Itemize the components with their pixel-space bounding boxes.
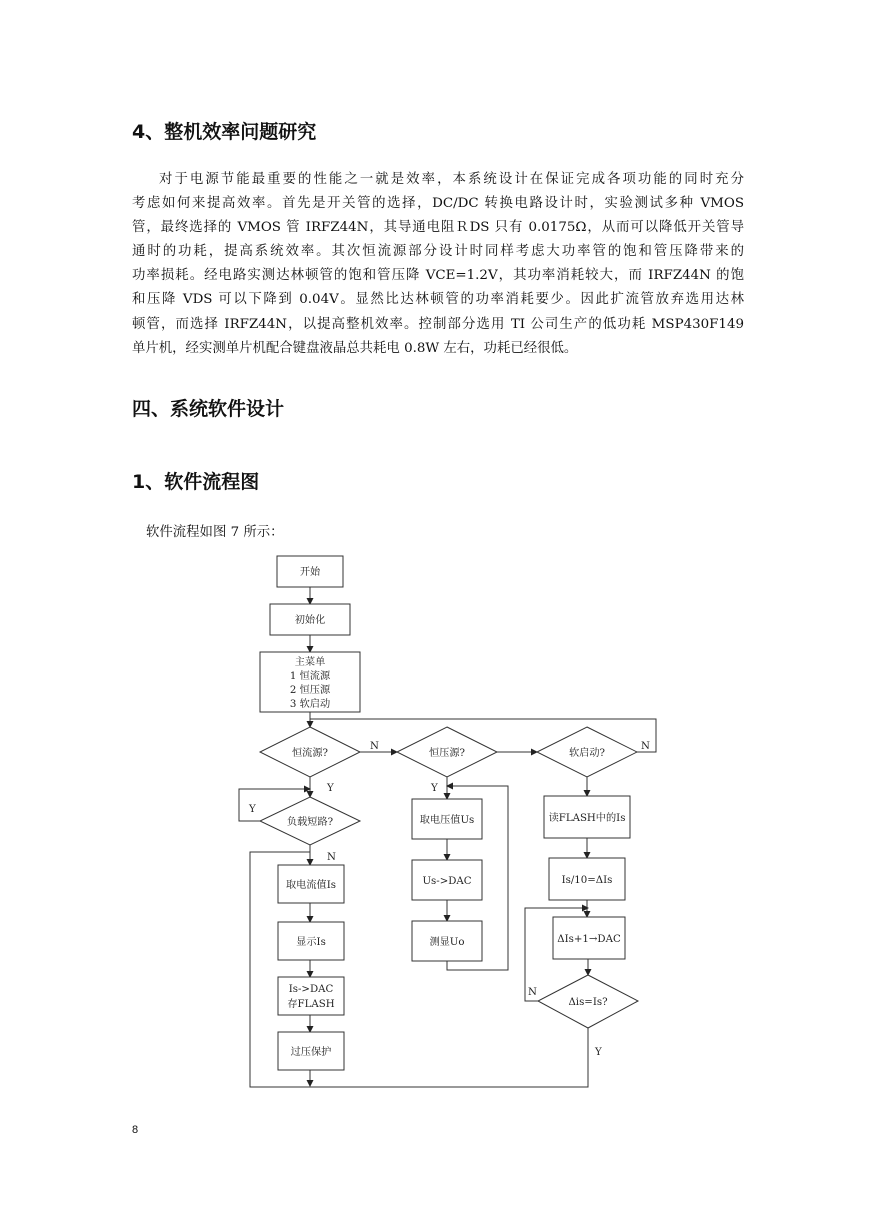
soft-inc-label: ΔIs+1→DAC <box>557 934 621 945</box>
yes-label: Y <box>595 1047 602 1058</box>
paragraph-line: 单片机，经实测单片机配合键盘液晶总共耗电 0.8W 左右，功耗已经很低。 <box>132 340 578 356</box>
paragraph-line: 对于电源节能最重要的性能之一就是效率，本系统设计在保证完成各项功能的同时充分 <box>159 172 744 187</box>
cc-store-label: 存FLASH <box>287 999 335 1010</box>
paragraph-line: 考虑如何来提高效率。首先是开关管的选择，DC/DC 转换电路设计时，实验测试多种 VMOS <box>132 196 744 212</box>
chapter-heading: 四、系统软件设计 <box>132 398 285 420</box>
no-label: N <box>370 741 379 752</box>
flowchart-intro: 软件流程如图 7 所示： <box>146 525 284 540</box>
yes-label: Y <box>249 804 256 815</box>
paragraph-line: 和压降 VDS 可以下降到 0.04V。显然比达林顿管的功率消耗要少。因此扩流管放弃选用达林 <box>132 292 744 308</box>
menu-item: 1 恒流源 <box>289 671 331 682</box>
menu-title: 主菜单 <box>294 657 326 668</box>
section-1-heading: 1、软件流程图 <box>132 471 260 493</box>
menu-item: 2 恒压源 <box>289 685 331 696</box>
init-label: 初始化 <box>294 615 326 626</box>
cc-dac-label: Is->DAC <box>288 984 334 995</box>
cc-read-label: 取电流值Is <box>285 880 337 891</box>
soft-step-label: Is/10=ΔIs <box>561 875 613 886</box>
menu-item: 3 软启动 <box>289 699 331 710</box>
paragraph-line: 通时的功耗，提高系统效率。其次恒流源部分设计时同样考虑大功率管的饱和管压降带来的 <box>132 244 744 260</box>
yes-label: Y <box>431 783 438 794</box>
section-4-heading: 4、整机效率问题研究 <box>132 121 317 143</box>
cc-decision-label: 恒流源? <box>291 748 329 759</box>
start-label: 开始 <box>299 567 321 578</box>
cc-protect-label: 过压保护 <box>290 1047 332 1058</box>
yes-label: Y <box>327 783 334 794</box>
soft-decision-label: 软启动? <box>568 748 606 759</box>
cv-read-label: 取电压值Us <box>419 815 475 826</box>
soft-read-label: 读FLASH中的Is <box>548 813 626 824</box>
short-circuit-label: 负载短路? <box>286 817 334 828</box>
cv-measure-label: 测显Uo <box>429 937 465 948</box>
paragraph-line: 顿管，而选择 IRFZ44N，以提高整机效率。控制部分选用 TI 公司生产的低功耗 MSP430F149 <box>132 316 744 332</box>
page-number: 8 <box>132 1124 139 1136</box>
soft-check-label: Δis=Is? <box>568 997 608 1008</box>
no-label: N <box>327 852 336 863</box>
no-label: N <box>641 741 650 752</box>
cv-dac-label: Us->DAC <box>422 876 472 887</box>
no-label: N <box>528 987 537 998</box>
cc-show-label: 显示Is <box>296 937 326 948</box>
paragraph-line: 管，最终选择的 VMOS 管 IRFZ44N，其导通电阻ＲDS 只有 0.0175Ω，从而可以降低开关管导 <box>132 220 744 236</box>
cv-decision-label: 恒压源? <box>428 748 466 759</box>
paragraph-line: 功率损耗。经电路实测达林顿管的饱和管压降 VCE=1.2V，其功率消耗较大，而 IRFZ44N 的饱 <box>132 268 744 284</box>
